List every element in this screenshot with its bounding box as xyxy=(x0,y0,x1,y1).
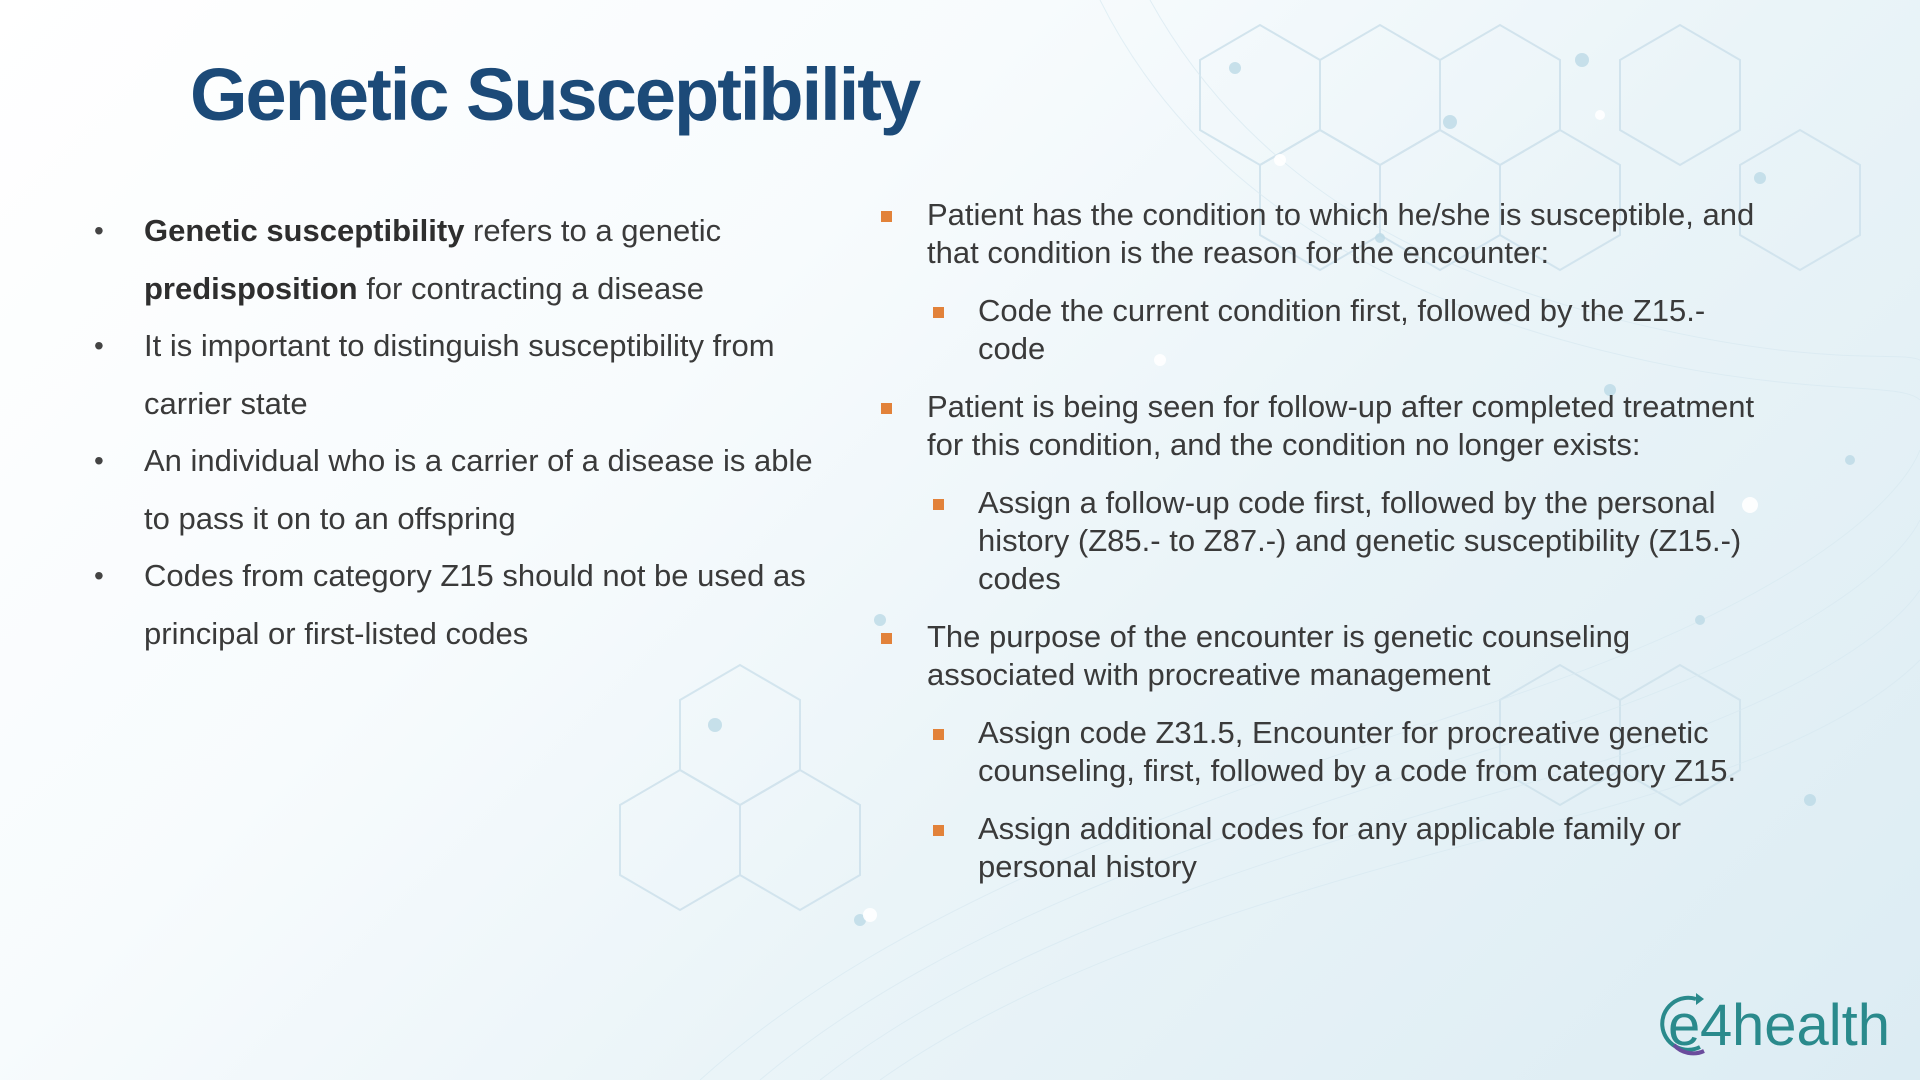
square-bullet-icon xyxy=(881,403,892,414)
list-item-text: Codes from category Z15 should not be used as principal or first-listed codes xyxy=(144,558,806,651)
bullet-dot-icon: • xyxy=(94,560,104,591)
bold-term: Genetic susceptibility xyxy=(144,213,465,248)
list-item-text: Assign additional codes for any applicable family or personal history xyxy=(978,811,1682,884)
list-item-text: The purpose of the encounter is genetic counseling associated with procreative management xyxy=(927,619,1631,692)
list-item xyxy=(90,547,830,662)
slide-title: Genetic Susceptibility xyxy=(190,53,920,136)
square-bullet-icon xyxy=(933,825,944,836)
bold-term: predisposition xyxy=(144,270,358,306)
left-bullet-list xyxy=(90,202,830,662)
list-item xyxy=(878,618,1778,694)
sub-list-item xyxy=(878,484,1778,598)
list-item-text: Patient is being seen for follow-up after completed treatment for this condition, and the condition no longer exists: xyxy=(927,389,1755,462)
list-item xyxy=(90,317,830,432)
list-item-text: It is important to distinguish susceptibility from carrier state xyxy=(144,328,775,421)
right-bullet-list xyxy=(878,196,1778,906)
list-item xyxy=(90,202,830,317)
square-bullet-icon xyxy=(933,499,944,510)
logo-digit-4: 4 xyxy=(1700,993,1733,1058)
bullet-dot-icon: • xyxy=(94,215,104,246)
list-item xyxy=(90,432,830,547)
list-item-text: Patient has the condition to which he/she is susceptible, and that condition is the reason for the encounter: xyxy=(927,197,1755,270)
square-bullet-icon xyxy=(881,633,892,644)
list-item-text: Assign a follow-up code first, followed by the personal history (Z85.- to Z87.-) and genetic susceptibility (Z15.-) codes xyxy=(978,485,1742,596)
square-bullet-icon xyxy=(881,211,892,222)
list-item-text: refers to a genetic xyxy=(464,213,722,248)
list-item-text: Code the current condition first, followed by the Z15.- code xyxy=(978,293,1706,366)
list-item-text: Assign code Z31.5, Encounter for procreative genetic counseling, first, followed by a code from category Z15. xyxy=(978,715,1737,788)
list-item xyxy=(878,196,1778,272)
bullet-dot-icon: • xyxy=(94,330,104,361)
logo-letter-e: e xyxy=(1668,993,1701,1058)
list-item-text: An individual who is a carrier of a disease is able to pass it on to an offspring xyxy=(144,443,813,536)
sub-list-item xyxy=(878,714,1778,790)
sub-list-item xyxy=(878,292,1778,368)
list-item-text: for contracting a disease xyxy=(357,270,704,306)
square-bullet-icon xyxy=(933,307,944,318)
bullet-dot-icon: • xyxy=(94,445,104,476)
square-bullet-icon xyxy=(933,729,944,740)
list-item xyxy=(878,388,1778,464)
sub-list-item xyxy=(878,810,1778,886)
e4health-logo xyxy=(1660,985,1900,1065)
logo-word-health: health xyxy=(1732,993,1891,1058)
